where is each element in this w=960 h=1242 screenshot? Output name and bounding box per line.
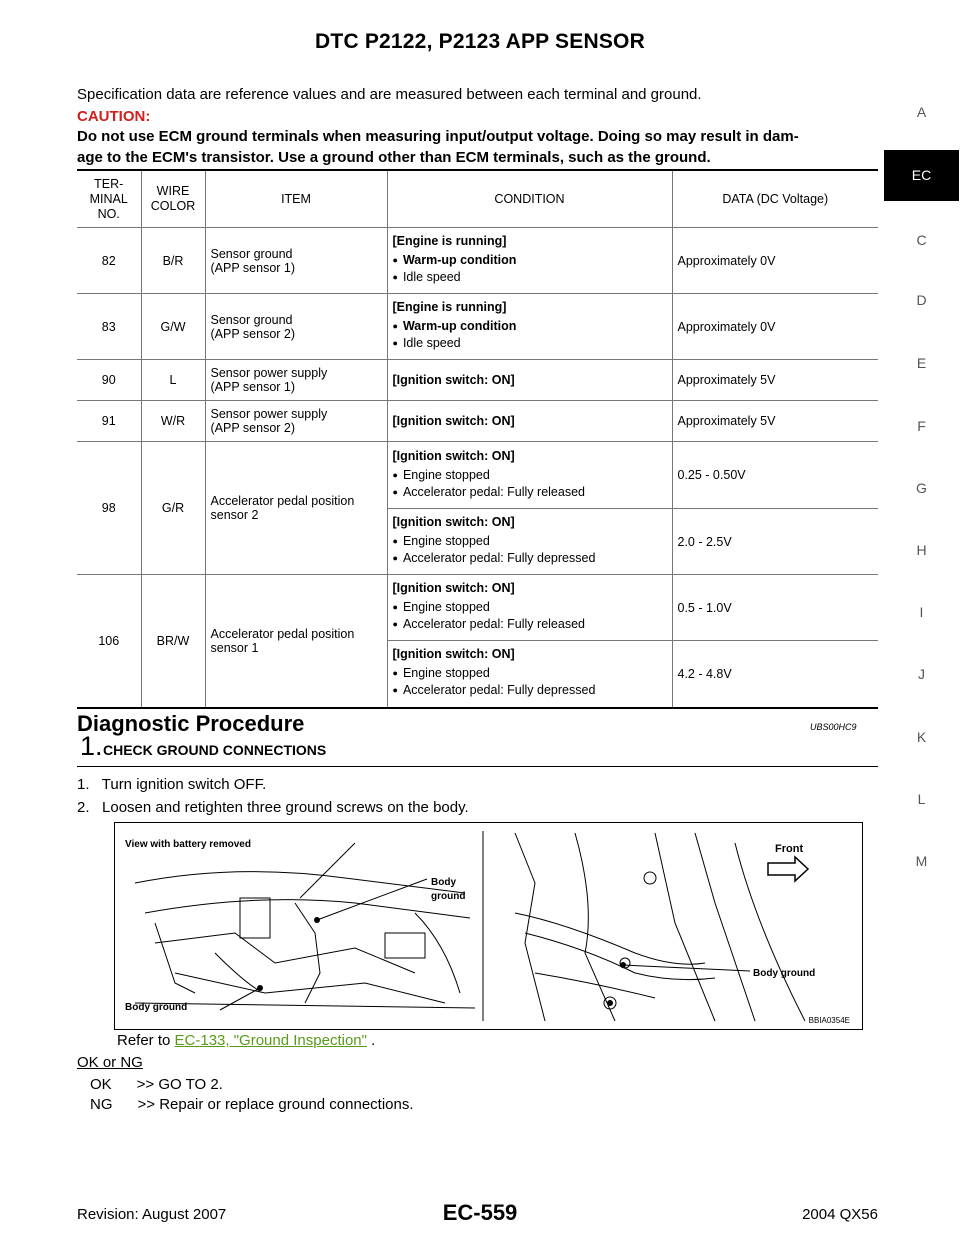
ground-inspection-link[interactable]: EC-133, "Ground Inspection" xyxy=(174,1032,367,1049)
wire-cell: W/R xyxy=(141,401,205,442)
table-row xyxy=(77,360,878,401)
caution-body xyxy=(77,126,877,168)
terminal-cell: 106 xyxy=(77,575,141,708)
header-data: DATA (DC Voltage) xyxy=(672,170,878,228)
step-title: CHECK GROUND CONNECTIONS xyxy=(103,742,327,758)
side-tab-a[interactable]: A xyxy=(916,104,927,120)
wire-cell: L xyxy=(141,360,205,401)
side-tab-c[interactable]: C xyxy=(916,232,927,248)
item-cell: Accelerator pedal position sensor 2 xyxy=(205,442,387,575)
side-tab-l[interactable]: L xyxy=(917,791,926,807)
data-cell: Approximately 5V xyxy=(672,360,878,401)
ok-result: OK >> GO TO 2. xyxy=(90,1076,223,1093)
terminal-spec-table xyxy=(77,169,878,709)
data-cell: 0.5 - 1.0V xyxy=(672,575,878,641)
ground-location-figure xyxy=(114,822,863,1030)
side-tab-ec[interactable]: EC xyxy=(884,150,959,201)
condition-cell: [Ignition switch: ON] ● Engine stopped ● Accelerator pedal: Fully released xyxy=(387,575,672,641)
footer-model: 2004 QX56 xyxy=(802,1206,878,1223)
engine-bay-illustration xyxy=(115,823,862,1029)
caution-heading: CAUTION: xyxy=(77,108,151,125)
ng-result: NG >> Repair or replace ground connections. xyxy=(90,1096,414,1113)
caution-line-1: Do not use ECM ground terminals when measuring input/output voltage. Doing so may result in dam- xyxy=(77,128,799,145)
item-cell: Sensor power supply (APP sensor 2) xyxy=(205,401,387,442)
page-number: EC-559 xyxy=(442,1200,518,1225)
table-row xyxy=(77,575,878,641)
side-tab-m[interactable]: M xyxy=(915,853,928,869)
table-row xyxy=(77,294,878,360)
wire-cell: B/R xyxy=(141,228,205,294)
page-title: DTC P2122, P2123 APP SENSOR xyxy=(315,30,645,53)
section-code: UBS00HC9 xyxy=(810,722,857,732)
figure-label-body-ground-right: Body ground xyxy=(753,968,816,979)
terminal-cell: 82 xyxy=(77,228,141,294)
terminal-cell: 90 xyxy=(77,360,141,401)
arrow-right-icon xyxy=(768,857,808,881)
condition-cell: [Engine is running] ● Warm-up condition ● Idle speed xyxy=(387,294,672,360)
table-row xyxy=(77,401,878,442)
table-row xyxy=(77,228,878,294)
item-cell: Sensor ground (APP sensor 1) xyxy=(205,228,387,294)
figure-label-body: Body xyxy=(431,877,456,888)
wire-cell: BR/W xyxy=(141,575,205,708)
figure-label-body-ground-left: Body ground xyxy=(125,1002,188,1013)
item-cell: Accelerator pedal position sensor 1 xyxy=(205,575,387,708)
terminal-cell: 83 xyxy=(77,294,141,360)
wire-cell: G/R xyxy=(141,442,205,575)
data-cell: 4.2 - 4.8V xyxy=(672,641,878,708)
section-heading: Diagnostic Procedure xyxy=(77,711,305,736)
side-tab-k[interactable]: K xyxy=(916,729,927,745)
item-cell: Sensor power supply (APP sensor 1) xyxy=(205,360,387,401)
wire-cell: G/W xyxy=(141,294,205,360)
data-cell: 2.0 - 2.5V xyxy=(672,509,878,575)
condition-cell: [Engine is running] ● Warm-up condition ● Idle speed xyxy=(387,228,672,294)
figure-label-ground: ground xyxy=(431,891,466,902)
header-terminal: TER- MINAL NO. xyxy=(77,170,141,228)
instruction-1: 1. Turn ignition switch OFF. xyxy=(77,776,267,793)
data-cell: Approximately 5V xyxy=(672,401,878,442)
divider xyxy=(77,766,878,767)
footer-revision: Revision: August 2007 xyxy=(77,1206,227,1223)
step-number: 1. xyxy=(80,731,103,761)
side-tab-f[interactable]: F xyxy=(917,418,926,434)
condition-cell: [Ignition switch: ON] xyxy=(387,360,672,401)
terminal-cell: 91 xyxy=(77,401,141,442)
refer-line: Refer to EC-133, "Ground Inspection" . xyxy=(117,1032,376,1049)
figure-label-view: View with battery removed xyxy=(125,839,251,850)
ok-ng-label: OK or NG xyxy=(77,1054,143,1071)
spec-note: Specification data are reference values and are measured between each terminal and ground. xyxy=(77,86,702,103)
item-cell: Sensor ground (APP sensor 2) xyxy=(205,294,387,360)
data-cell: Approximately 0V xyxy=(672,294,878,360)
instruction-2: 2. Loosen and retighten three ground screws on the body. xyxy=(77,799,469,816)
condition-cell: [Ignition switch: ON] ● Engine stopped ● Accelerator pedal: Fully depressed xyxy=(387,641,672,708)
side-tab-j[interactable]: J xyxy=(918,666,925,682)
side-tab-h[interactable]: H xyxy=(916,542,927,558)
condition-cell: [Ignition switch: ON] ● Engine stopped ● Accelerator pedal: Fully released xyxy=(387,442,672,509)
side-tab-g[interactable]: G xyxy=(916,480,927,496)
table-header-row xyxy=(77,170,878,228)
data-cell: 0.25 - 0.50V xyxy=(672,442,878,509)
data-cell: Approximately 0V xyxy=(672,228,878,294)
side-tab-i[interactable]: I xyxy=(919,604,924,620)
condition-cell: [Ignition switch: ON] xyxy=(387,401,672,442)
side-tab-d[interactable]: D xyxy=(916,292,927,308)
side-tab-e[interactable]: E xyxy=(916,355,927,371)
terminal-cell: 98 xyxy=(77,442,141,575)
condition-cell: [Ignition switch: ON] ● Engine stopped ● Accelerator pedal: Fully depressed xyxy=(387,509,672,575)
caution-line-2: age to the ECM's transistor. Use a ground other than ECM terminals, such as the ground. xyxy=(77,149,711,166)
header-item: ITEM xyxy=(205,170,387,228)
header-condition: CONDITION xyxy=(387,170,672,228)
figure-label-front: Front xyxy=(775,843,804,855)
figure-code: BBIA0354E xyxy=(808,1016,850,1025)
header-wire-color: WIRE COLOR xyxy=(141,170,205,228)
table-row xyxy=(77,442,878,509)
